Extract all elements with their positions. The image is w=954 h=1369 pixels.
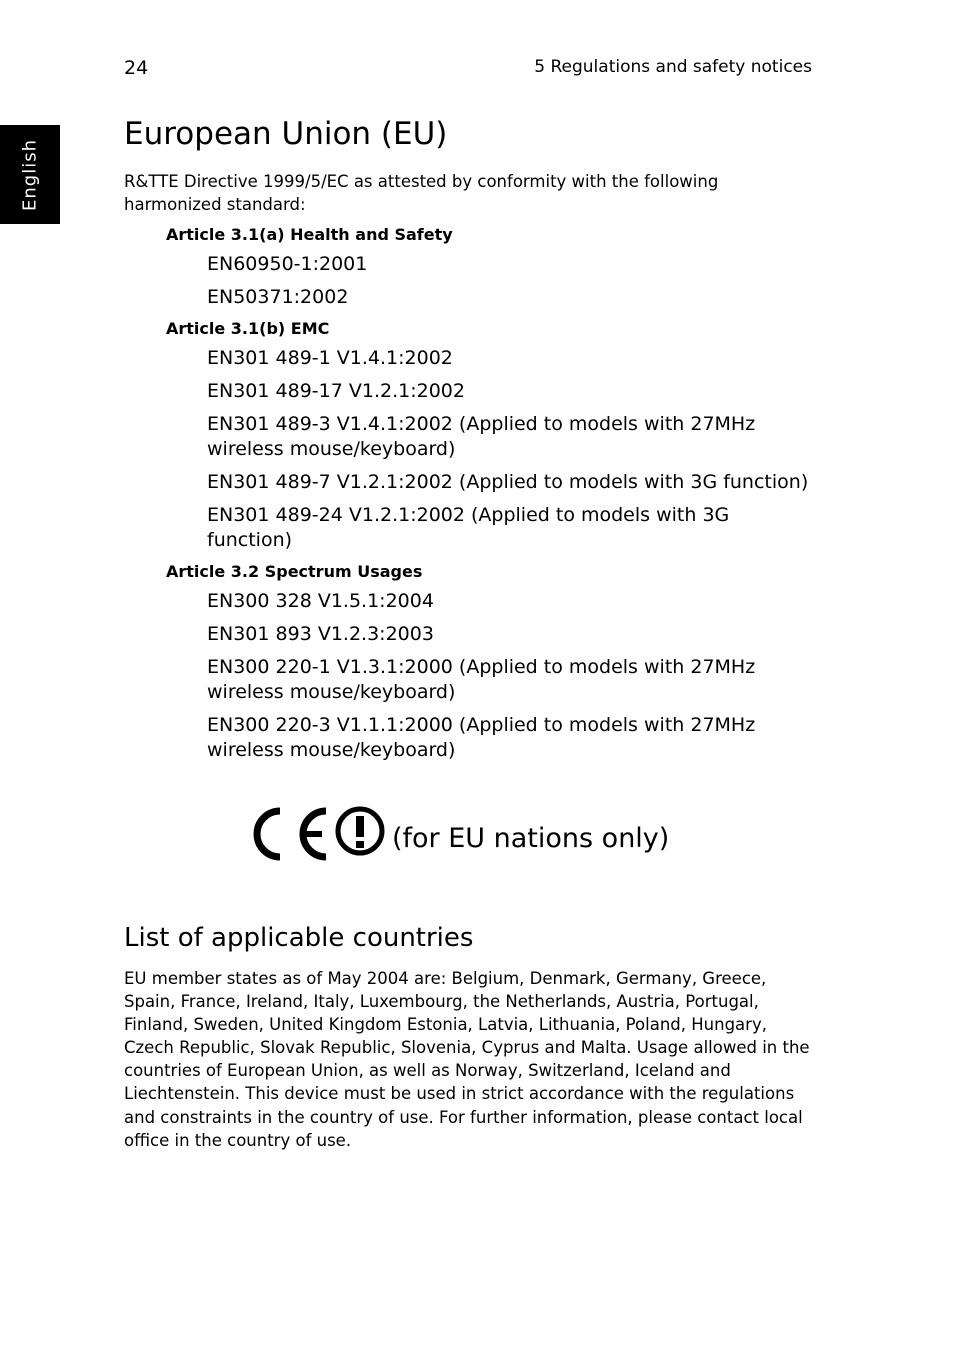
standard-item: EN60950-1:2001 (207, 253, 368, 275)
standard-item: EN300 220-3 V1.1.1:2000 (Applied to models with 27MHz wireless mouse/keyboard) (207, 714, 756, 761)
section-title: European Union (EU) (124, 116, 448, 152)
ce-note: (for EU nations only) (392, 823, 670, 854)
countries-paragraph: EU member states as of May 2004 are: Belgium, Denmark, Germany, Greece, Spain, France, Ireland, Italy, Luxembourg, the Netherlands, Austria, Portugal, Finland, Sweden, United Kingdom Estonia, Latvia, Lithuania, Poland, Hungary, Czech Republic, Slovak Republic, Slovenia, Cyprus and Malta. Usage allowed in the countries of European Union, as well as Norway, Switzerland, Iceland and Liechtenstein. This device must be used in strict accordance with the regulations and constraints in the country of use. For further information, please contact local office in the country of use. (124, 969, 810, 1150)
standard-item: EN301 489-1 V1.4.1:2002 (207, 347, 453, 369)
ce-alert-mark-icon (250, 805, 390, 863)
article-heading: Article 3.1(a) Health and Safety (166, 225, 453, 244)
standard-item: EN301 489-24 V1.2.1:2002 (Applied to models with 3G function) (207, 504, 730, 551)
standard-item: EN301 893 V1.2.3:2003 (207, 623, 434, 645)
running-head: 5 Regulations and safety notices (534, 57, 812, 77)
standard-item: EN301 489-17 V1.2.1:2002 (207, 380, 465, 402)
standard-item: EN300 328 V1.5.1:2004 (207, 590, 434, 612)
page-content (124, 112, 814, 1152)
standard-item: EN300 220-1 V1.3.1:2000 (Applied to models with 27MHz wireless mouse/keyboard) (207, 656, 756, 703)
intro-paragraph: R&TTE Directive 1999/5/EC as attested by conformity with the following harmonized standard: (124, 172, 719, 214)
standard-item: EN301 489-7 V1.2.1:2002 (Applied to models with 3G function) (207, 471, 809, 493)
page-number: 24 (124, 57, 149, 79)
article-heading: Article 3.2 Spectrum Usages (166, 562, 423, 581)
standards-list (124, 589, 814, 763)
standards-list (124, 346, 814, 553)
language-tab-label: English (19, 138, 41, 211)
ce-marking (124, 803, 814, 873)
language-tab (0, 125, 60, 224)
standard-item: EN50371:2002 (207, 286, 349, 308)
standards-list (124, 252, 814, 310)
article-heading: Article 3.1(b) EMC (166, 319, 330, 338)
countries-title: List of applicable countries (124, 923, 474, 953)
standard-item: EN301 489-3 V1.4.1:2002 (Applied to models with 27MHz wireless mouse/keyboard) (207, 413, 756, 460)
